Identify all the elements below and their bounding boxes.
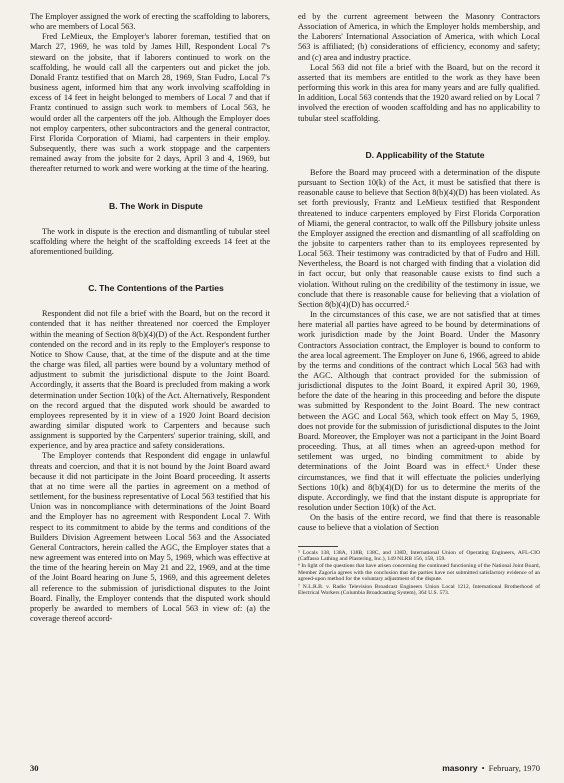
issue-date: February, 1970: [488, 763, 540, 773]
paragraph: The Employer contends that Respondent did engage in unlawful threats and coercion, and that it is not bound by the Joint Board award because it did not participate in the Joint Board proceeding. It asserts that at no time were all the parties in agreement on a method of settlement, for the business representative of Local 563 testified that his Union was in noncompliance with determinations of the Joint Board and the Employer has no agreement with Respondent Local 7. With respect to its commitment to abide by the terms and conditions of the Builders Division Agreement between Local 563 and the Associated General Contractors, herein called the AGC, the Employer states that a new agreement was entered into on May 5, 1969, which was effective at the time of the hearing herein on May 21 and 22, 1969, and at the time of the Joint Board hearing on June 5, 1969, and this agreement deletes all reference to the submission of jurisdictional disputes to the Joint Board. Finally, the Employer contends that the disputed work should properly be awarded to members of Local 563 in view of: (a) the coverage thereof accord-: [30, 451, 270, 623]
page-footer: [30, 763, 540, 775]
paragraph: Before the Board may proceed with a determination of the dispute pursuant to Section 10(k) of the Act, it must be satisfied that there is reasonable cause to believe that Section 8(b)(4)(D) has been violated. As set forth previously, Frantz and LeMieux testified that Respondent threatened to induce carpenters employed by First Florida Corporation of Miami, the general contractor, to walk off the Pillsbury jobsite unless the Employer assigned the erection and dismantling of all scaffolding on the jobsite to carpenters rather than to its employees represented by Local 563. Their testimony was contradicted by that of Fudro and Hill. Nevertheless, the Board is not charged with finding that a violation did in fact occur, but only that reasonable cause exists to find such a violation. Without ruling on the credibility of the testimony in issue, we conclude that there is reasonable cause for believing that a violation of Section 8(b)(4)(D) has occurred.⁵: [298, 167, 540, 309]
paragraph: On the basis of the entire record, we find that there is reasonable cause to believe that a violation of Section: [298, 513, 540, 533]
footnote: ⁶ In light of the questions that have arisen concerning the continued functioning of the National Joint Board, Member Zagoria agrees with the conclusion that the parties have not submitted satisfactory evidence of an agreed-upon method for the voluntary adjustment of the dispute.: [298, 563, 540, 583]
paragraph: In the circumstances of this case, we are not satisfied that at times here material all parties have agreed to be bound by determinations of work jurisdiction made by the Joint Board. Under the Masonry Contractors Association contract, the Employer is bound to conform to the area local agreement. The Employer on June 6, 1966, agreed to abide by the terms and conditions of the contract which Local 563 had with the AGC. Although that contract provided for the submission of jurisdictional disputes to the Joint Board, it expired April 30, 1969, before the date of the hearing in this proceeding and before the dispute was submitted by Respondent to the Joint Board. The new contract between the AGC and Local 563, which took effect on May 5, 1969, does not provide for the submission of jurisdictional disputes to the Joint Board. Moreover, the Employer was not a participant in the Joint Board proceeding. Thus, at all times when an agreed-upon method for settlement was urged, no binding commitment to abide by determinations of the Joint Board was in effect.⁶ Under these circumstances, we find that it will effectuate the policies underlying Sections 10(k) and 8(b)(4)(D) for us to determine the merits of the dispute. Accordingly, we find that the instant dispute is appropriate for resolution under Section 10(k) of the Act.: [298, 310, 540, 513]
paragraph: Local 563 did not file a brief with the Board, but on the record it asserted that its members are entitled to the work as they have been performing this work in this area for many years and are fully qualified. In addition, Local 563 contends that the 1920 award relied on by Local 7 involved the erection of wooden scaffolding and has no applicability to tubular steel scaffolding.: [298, 62, 540, 123]
footnote-rule: [298, 546, 338, 547]
paragraph: ed by the current agreement between the Masonry Contractors Association of America, in which the Employer holds membership, and the Laborers' International Association of America, with which Local 563 is affiliated; (b) considerations of efficiency, economy and safety; and (c) area and industry practice.: [298, 12, 540, 62]
paragraph: The work in dispute is the erection and dismantling of tubular steel scaffolding where the height of the scaffolding exceeds 14 feet at the aforementioned building.: [30, 226, 270, 256]
footnote: ⁵ Locals 138, 138A, 138B, 138C, and 138D, International Union of Operating Engineers, AFL-CIO (Caffasso Lathing and Plastering, Inc.), 149 NLRB 156, 158, 159.: [298, 549, 540, 562]
left-column: [30, 12, 270, 624]
paragraph: The Employer assigned the work of erecting the scaffolding to laborers, who are members of Local 563.: [30, 12, 270, 32]
magazine-name: masonry: [442, 763, 478, 773]
publication-line: [442, 763, 540, 773]
footnote: ⁷ N.L.R.B. v. Radio Television Broadcast Engineers Union Local 1212, International Brotherhood of Electrical Workers (Columbia Broadcasting System), 364 U.S. 573.: [298, 583, 540, 596]
section-heading-c: C. The Contentions of the Parties: [88, 283, 224, 294]
page-number: 30: [30, 763, 39, 773]
footnotes: [298, 546, 540, 597]
right-column: [298, 12, 540, 597]
section-heading-d: D. Applicability of the Statute: [365, 149, 485, 160]
paragraph: Respondent did not file a brief with the Board, but on the record it contended that it has neither threatened nor coerced the Employer within the meaning of Section 8(b)(4)(D) of the Act. Respondent further contended on the record and in its reply to the Employer's response to Notice to Show Cause, that, at the time of the dispute and at the time the charge was filed, all parties were bound by a voluntary method of adjustment to submit the jurisdictional dispute to the Joint Board. Accordingly, it asserts that the Board is precluded from making a work determination under Section 10(k) of the Act. Alternatively, Respondent on the record argued that the disputed work should be awarded to employees represented by it in view of a 1920 Joint Board decision awarding similar disputed work to Carpenters and because such assignment is supported by the Carpenters' superior training, skill, and experience, and by area practice and safety considerations.: [30, 309, 270, 451]
section-heading-b: B. The Work in Dispute: [109, 200, 203, 211]
paragraph: Fred LeMieux, the Employer's laborer foreman, testified that on March 27, 1969, he was told by James Hill, Respondent Local 7's steward on the jobsite, that if laborers continued to work on the scaffolding, he would call all the carpenters out and picket the job. Donald Frantz testified that on March 28, 1969, Stan Fudro, Local 7's business agent, informed him that any work involving scaffolding in excess of 14 feet in height belonged to members of Local 7 and that if Frantz continued to assign such work to members of Local 563, he would order all the carpenters off the job. Although the Employer does not employ carpenters, other subcontractors and the general contractor, First Florida Corporation of Miami, had carpenters in their employ. Subsequently, there was such a work stoppage and the carpenters remained away from the jobsite for 2 days, April 3 and 4, 1969, but thereafter returned to work and were working at the time of the hearing.: [30, 32, 270, 174]
bullet-separator: •: [481, 763, 485, 773]
